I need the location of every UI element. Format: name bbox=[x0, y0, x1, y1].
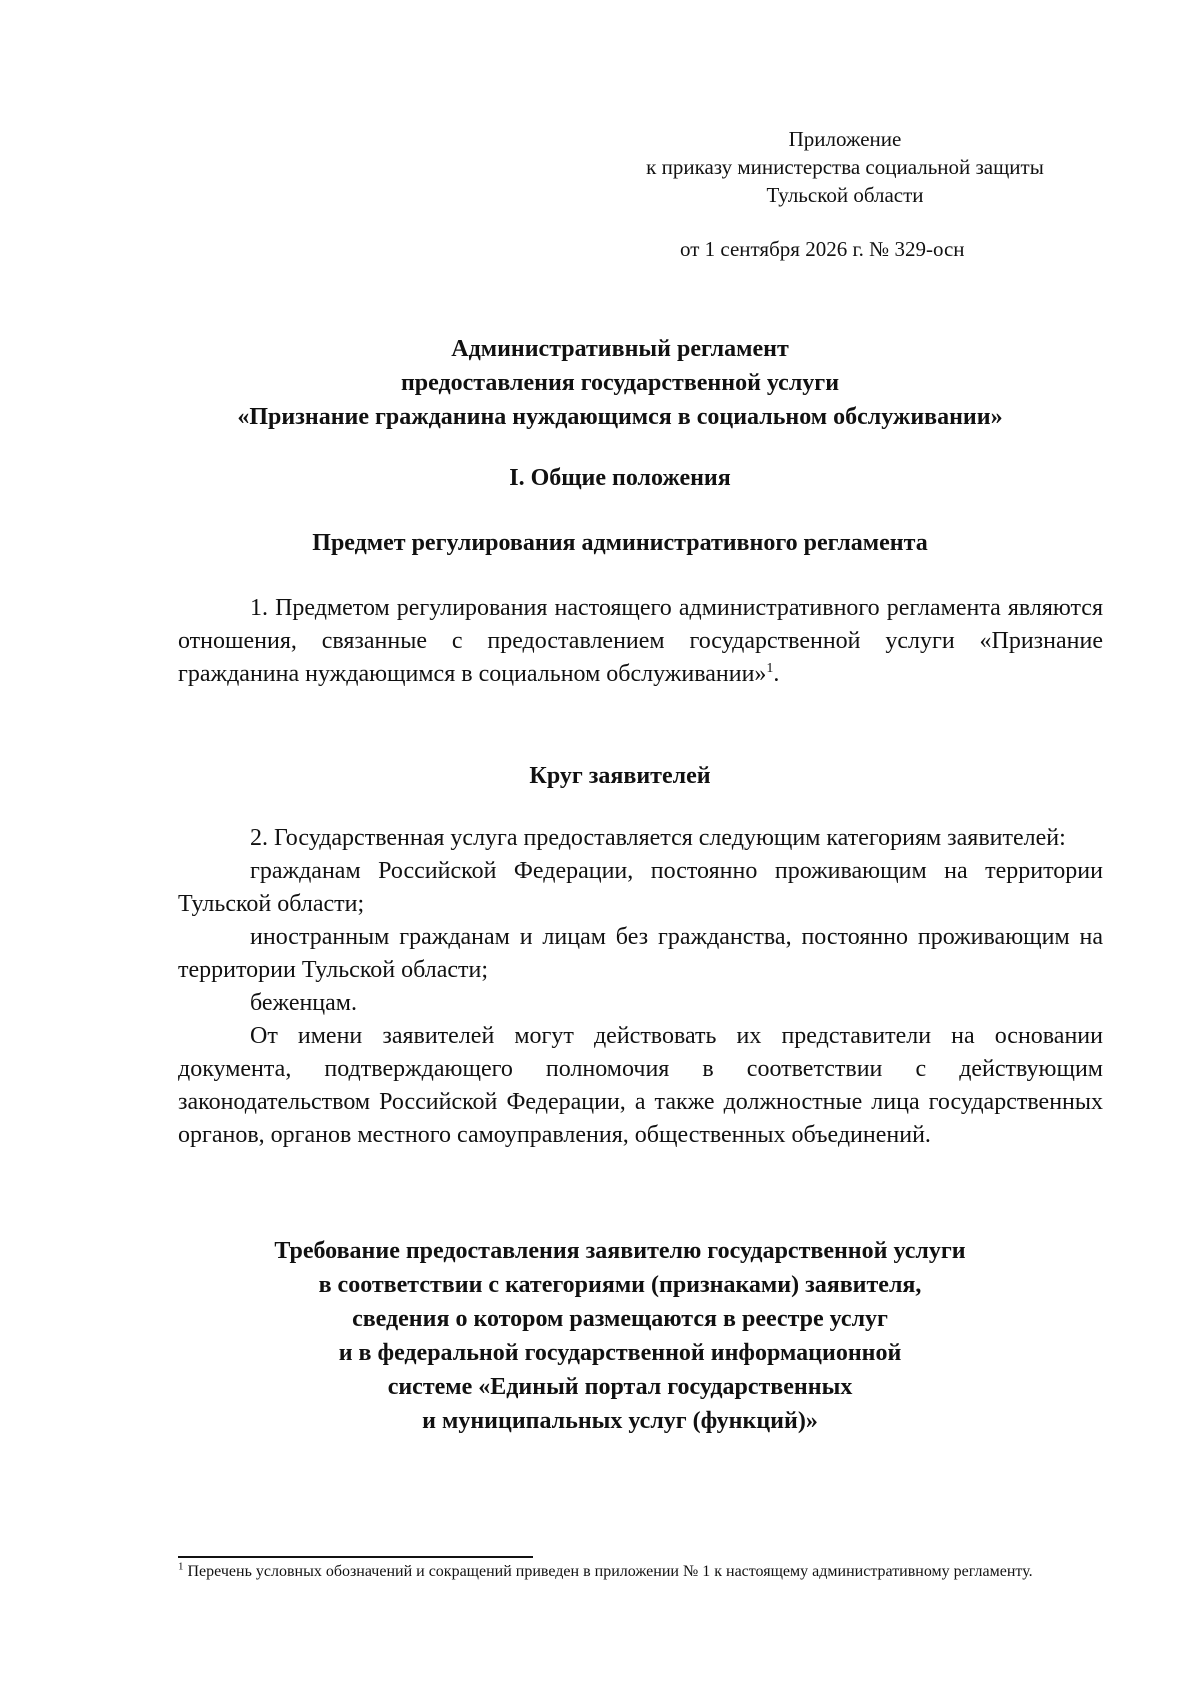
footnote bbox=[178, 1560, 1103, 1584]
requirement-line-6: и муниципальных услуг (функций)» bbox=[422, 1408, 818, 1434]
applicant-item-2: иностранным гражданам и лицам без гражданства, постоянно проживающим на территории Тульской области; bbox=[178, 924, 1103, 983]
requirement-line-5: системе «Единый портал государственных bbox=[387, 1374, 853, 1400]
requirement-line-2: в соответствии с категориями (признаками) заявителя, bbox=[318, 1272, 922, 1298]
footnote-mark: 1 bbox=[178, 1560, 184, 1573]
paragraph-block-subject bbox=[178, 592, 1103, 691]
subsection-heading-subject: Предмет регулирования административного регламента bbox=[312, 530, 928, 556]
paragraph-1 bbox=[178, 592, 1103, 691]
footnote-reference: 1 bbox=[766, 661, 774, 676]
paragraph-2: 2. Государственная услуга предоставляется следующим категориям заявителей: bbox=[250, 825, 1066, 851]
title-line-1: Административный регламент bbox=[451, 336, 789, 362]
approval-line-1: Приложение bbox=[788, 127, 902, 151]
approval-date: от 1 сентября 2026 г. № 329-осн bbox=[680, 237, 965, 261]
subsection-heading-applicants: Круг заявителей bbox=[529, 763, 711, 789]
requirement-line-4: и в федеральной государственной информационной bbox=[338, 1340, 902, 1366]
paragraph-representatives: От имени заявителей могут действовать их представители на основании документа, подтверждающего полномочия в соответствии с действующим законодательством Российской Федерации, а также должностные лица государственных органов, органов местного самоуправления, общественных объединений. bbox=[178, 1023, 1103, 1148]
subsection-heading-requirement bbox=[140, 1234, 1100, 1438]
paragraph-1-end: . bbox=[773, 661, 780, 687]
paragraph-block-applicants bbox=[178, 822, 1103, 1152]
applicant-item-1: гражданам Российской Федерации, постоянно проживающим на территории Тульской области; bbox=[178, 858, 1103, 917]
document-title bbox=[140, 332, 1100, 434]
footnote-text: Перечень условных обозначений и сокращений приведен в приложении № 1 к настоящему административному регламенту. bbox=[183, 1563, 1033, 1580]
requirement-line-1: Требование предоставления заявителю государственной услуги bbox=[274, 1238, 966, 1264]
requirement-line-3: сведения о котором размещаются в реестре услуг bbox=[352, 1306, 888, 1332]
applicant-item-3: беженцам. bbox=[250, 990, 357, 1016]
approval-line-3: Тульской области bbox=[766, 183, 924, 207]
paragraph-1-text: 1. Предметом регулирования настоящего административного регламента являются отношения, связанные с предоставлением государственной услуги «Признание гражданина нуждающимся в социальном обслуживании» bbox=[178, 595, 1103, 687]
title-line-2: предоставления государственной услуги bbox=[400, 370, 840, 396]
approval-block bbox=[590, 125, 1100, 261]
title-line-3: «Признание гражданина нуждающимся в социальном обслуживании» bbox=[237, 404, 1003, 430]
approval-line-2: к приказу министерства социальной защиты bbox=[646, 155, 1044, 179]
footnote-divider bbox=[178, 1556, 533, 1558]
section-heading: I. Общие положения bbox=[509, 465, 731, 491]
